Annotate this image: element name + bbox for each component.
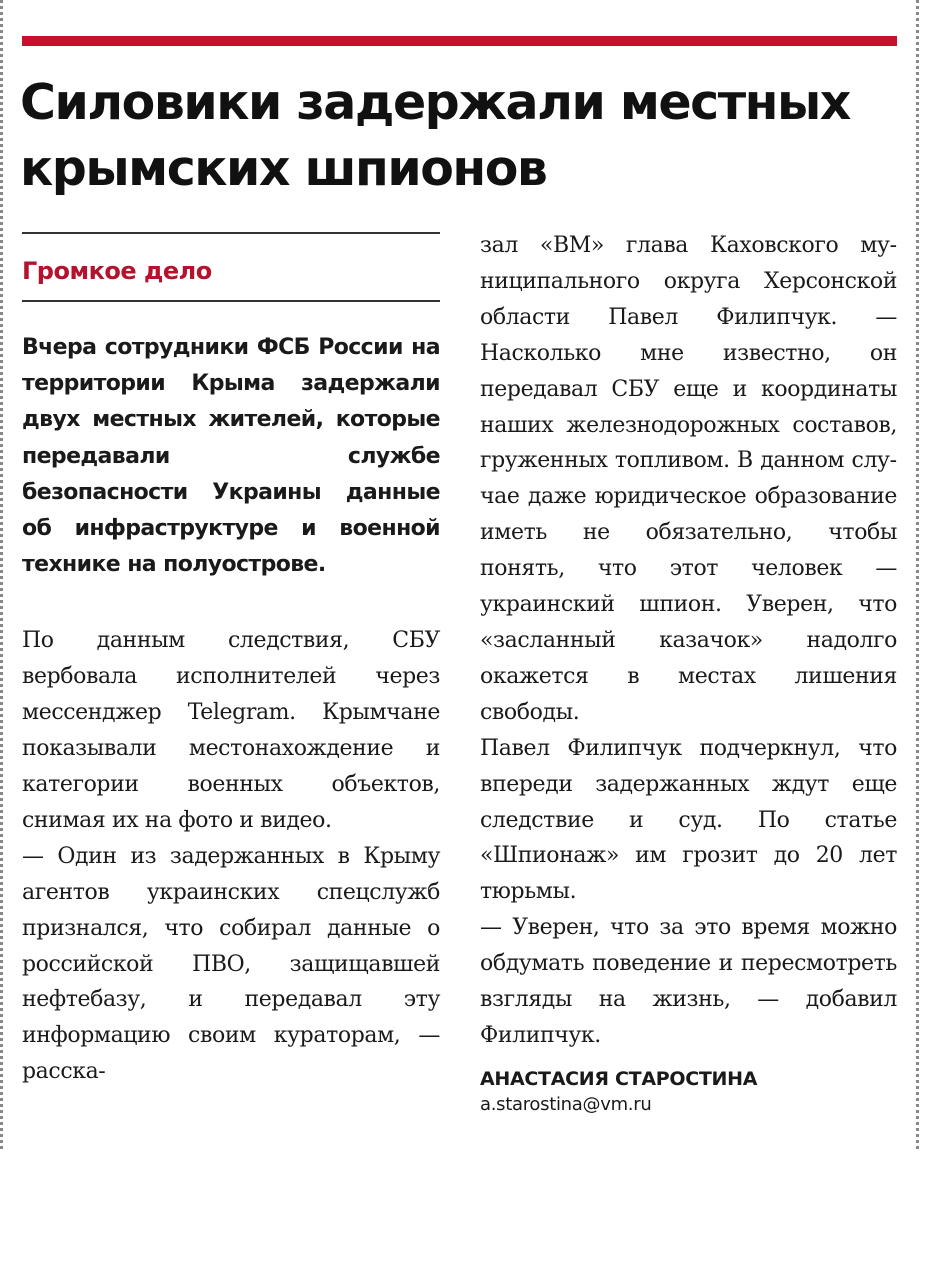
article-rubric: Громкое дело	[22, 257, 212, 285]
article-author: АНАСТАСИЯ СТАРОСТИНА	[480, 1067, 758, 1090]
article-headline: Силовики задержали местных крымских шпионов	[20, 74, 850, 197]
article-paragraph-2-part-2: зал «ВМ» глава Каховского муниципального округа Херсонской области Павел Филипчук. — Насколько мне известно, он передавал СБУ еще и координаты наших железнодорожных составов, груженных топливом. В данном случае даже юридическое образование иметь не обязательно, чтобы понять, что этот человек — украинский шпион. Уверен, что «засланный казачок» надолго окажется в местах лишения свободы.	[480, 233, 897, 725]
page-frame-left	[0, 0, 3, 1150]
article-lead: Вчера сотрудники ФСБ России на территории Крыма задержали двух местных жителей, которые передавали службе безопасности Украины данные об инфраструктуре и военной технике на полуострове.	[22, 335, 440, 578]
author-email: a.starostina@vm.ru	[480, 1093, 652, 1115]
article-paragraph-3: Павел Филипчук подчеркнул, что впереди задержанных ждут еще следствие и суд. По статье «Шпионаж» им грозит до 20 лет тюрьмы.	[480, 735, 897, 905]
page-frame-right	[916, 0, 919, 1150]
article-paragraph-4: — Уверен, что за это время можно обдумать поведение и пересмотреть взгляды на жизнь, — добавил Филипчук.	[480, 915, 897, 1048]
article-column-left	[22, 232, 440, 1090]
article-paragraph-1: По данным следствия, СБУ вербовала исполнителей через мессенджер Telegram. Крымчане показывали местонахождение и категории военных объектов, снимая их на фото и видео.	[22, 628, 440, 833]
article-column-right	[480, 228, 897, 1118]
section-top-bar	[22, 36, 897, 46]
rubric-rule-bottom	[22, 300, 440, 302]
article-paragraph-2-part-1: — Один из задержанных в Крыму агентов украинских спецслужб признался, что собирал данные о российской ПВО, защищавшей нефтебазу, и передавал эту информацию своим кураторам, — расска-	[22, 843, 440, 1085]
